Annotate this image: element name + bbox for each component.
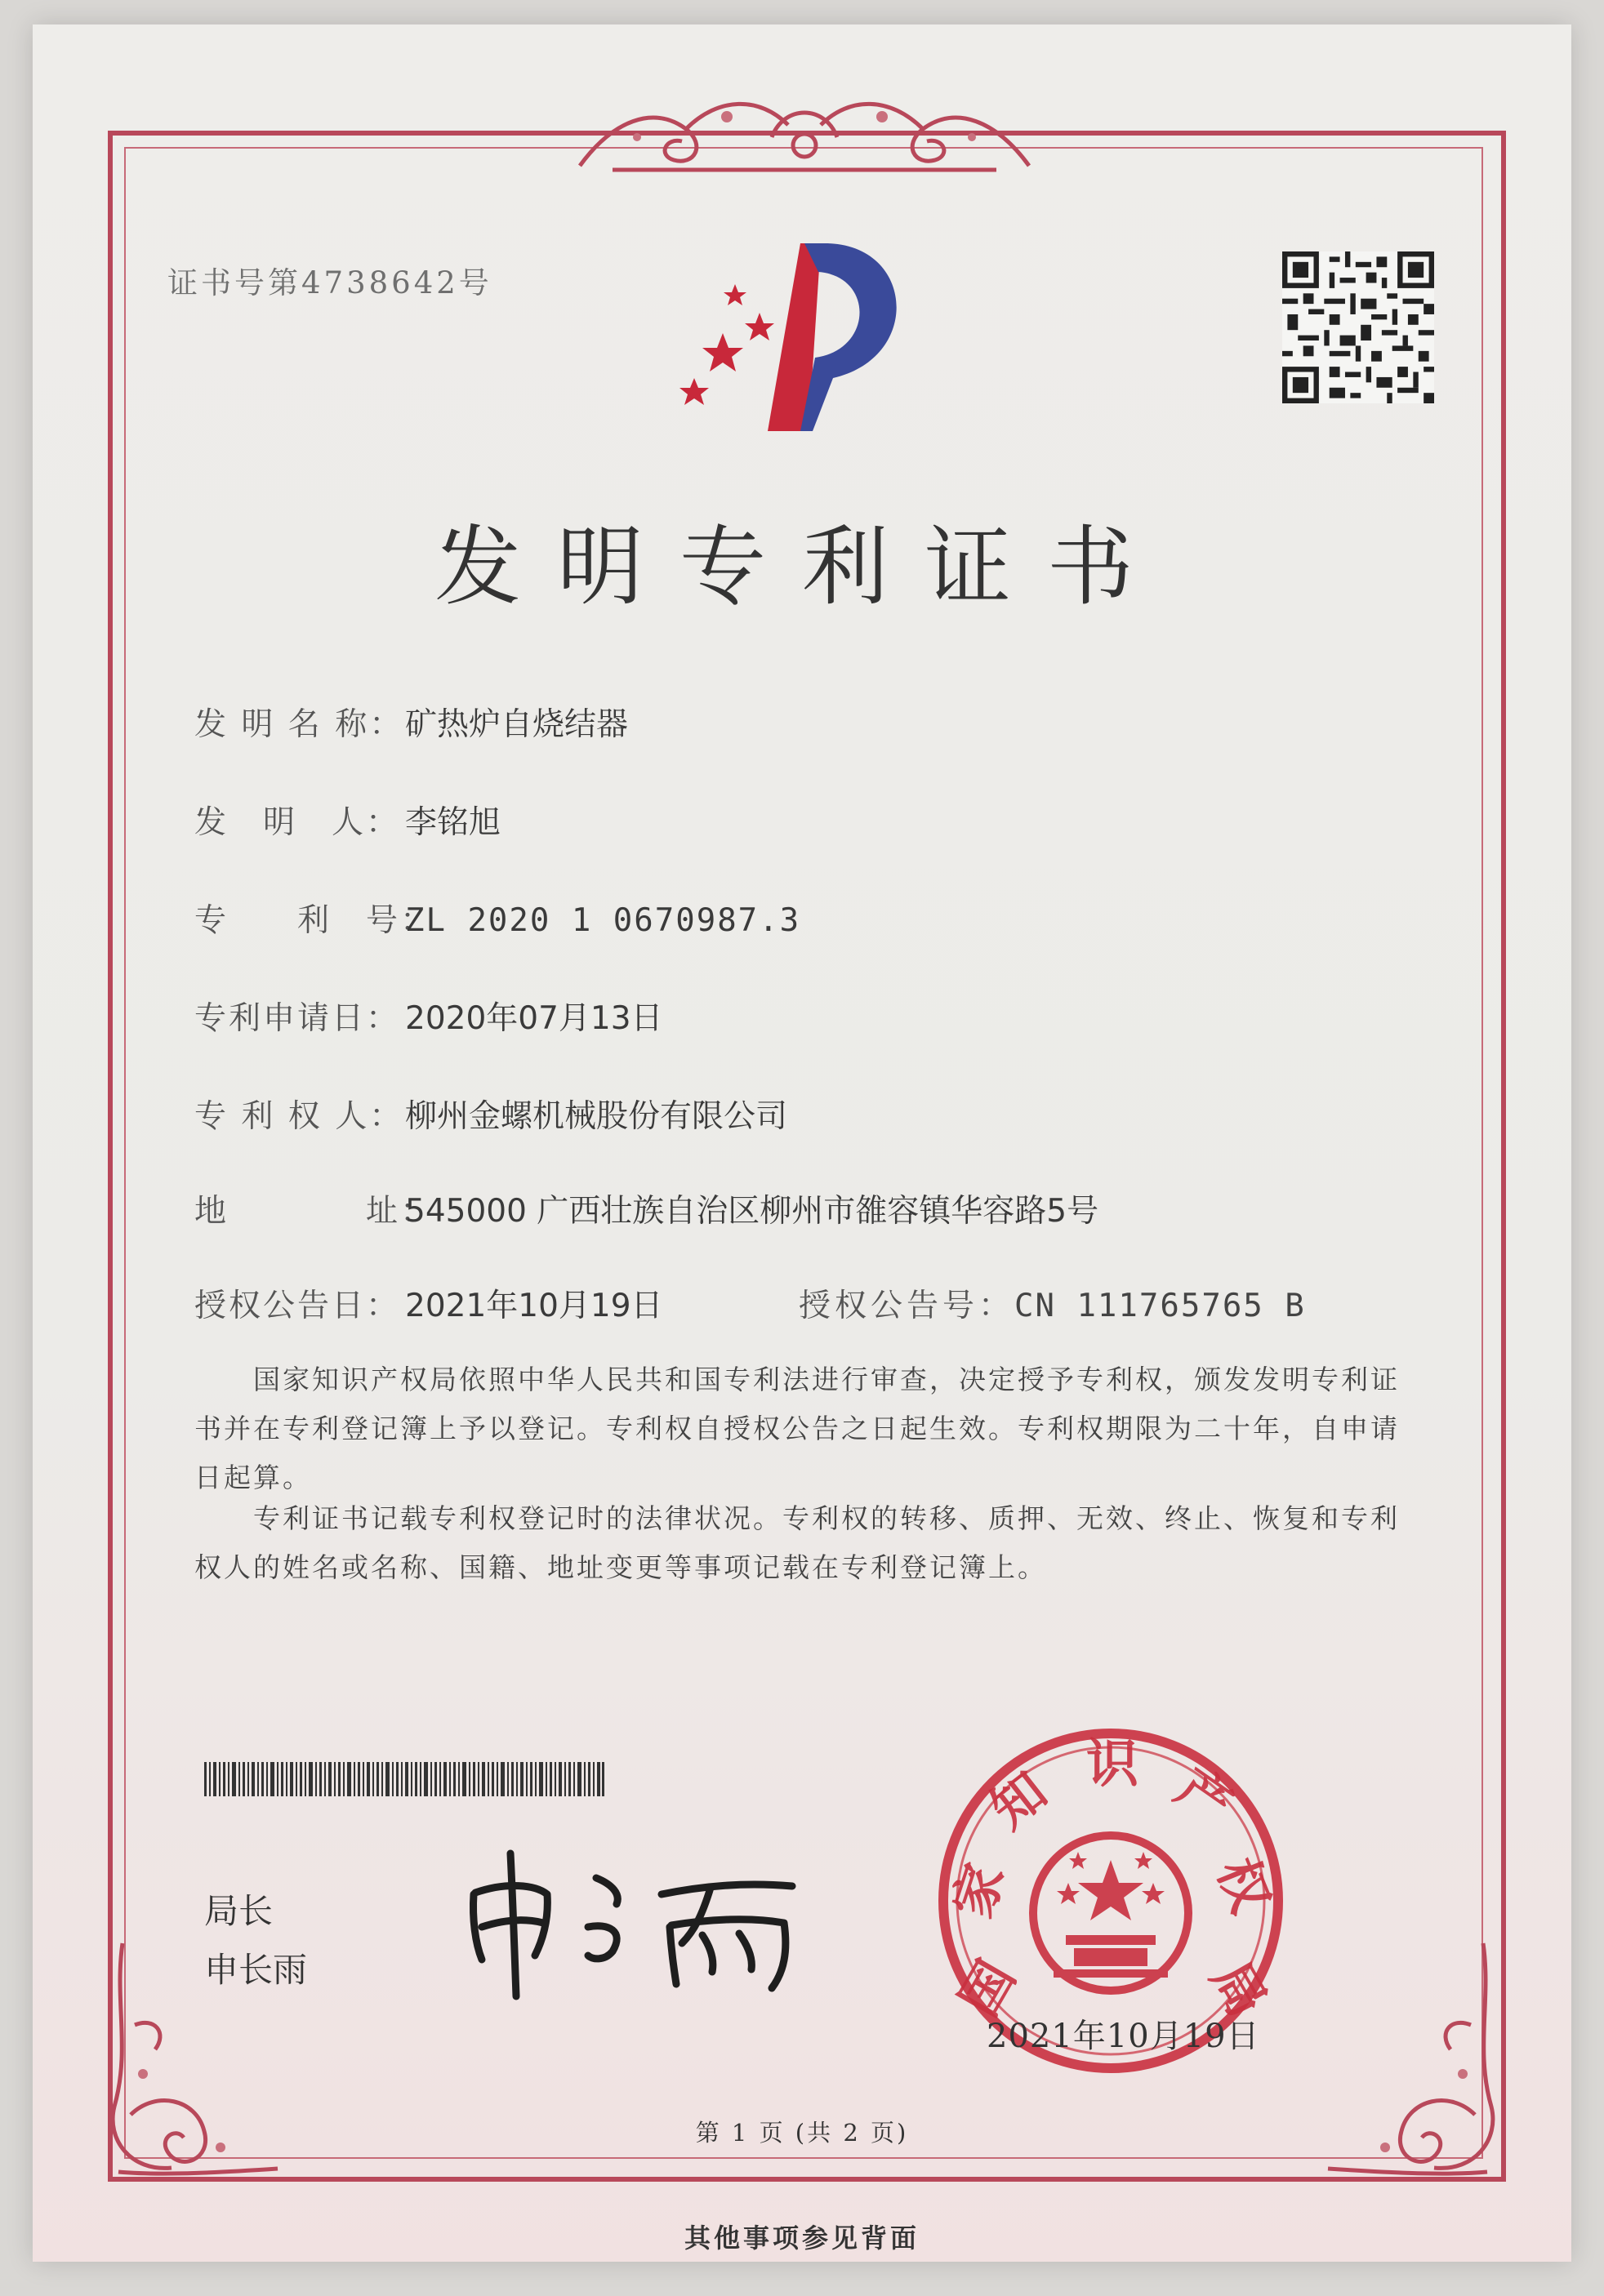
field-address: [194, 1186, 1098, 1231]
svg-text:识: 识: [1086, 1734, 1138, 1795]
qr-code-icon: [1282, 251, 1434, 403]
svg-text:家: 家: [942, 1856, 1017, 1925]
field-publication-number: [799, 1280, 1306, 1326]
field-patentee: [194, 1091, 787, 1137]
field-value: 2020年07月13日: [405, 1000, 663, 1037]
field-inventor: [194, 797, 501, 843]
field-value: 矿热炉自烧结器: [405, 706, 629, 743]
page-indicator: 第 1 页 (共 2 页): [695, 2119, 909, 2147]
barcode-icon: [204, 1762, 604, 1796]
national-emblem-icon: [1033, 1835, 1188, 1991]
field-value: CN 111765765 B: [1014, 1288, 1306, 1324]
field-grant-date: [194, 1280, 663, 1326]
field-invention-name: [194, 699, 628, 745]
field-value: 545000 广西壮族自治区柳州市雒容镇华容路5号: [405, 1193, 1099, 1230]
svg-text:局: 局: [1199, 1951, 1278, 2027]
field-label: 专 利 权 人：: [194, 1098, 404, 1135]
issue-date: 2021年10月19日: [987, 2018, 1260, 2055]
director-title: 局长: [204, 1891, 274, 1931]
top-ornament-icon: [564, 88, 1045, 178]
director-name: 申长雨: [204, 1950, 308, 1990]
field-label: 专 利 号：: [194, 902, 435, 939]
field-application-date: [194, 993, 663, 1039]
svg-text:产: 产: [1165, 1757, 1243, 1837]
field-value: 柳州金螺机械股份有限公司: [405, 1098, 788, 1135]
director-signature: [457, 1837, 817, 2000]
field-label: 授权公告号：: [799, 1288, 1015, 1324]
svg-text:国: 国: [949, 1951, 1028, 2027]
field-value: ZL 2020 1 0670987.3: [405, 902, 801, 939]
field-label: 专利申请日：: [194, 1000, 401, 1037]
field-value: 2021年10月19日: [405, 1288, 663, 1324]
field-patent-number: [194, 895, 800, 941]
field-label: 授权公告日：: [194, 1288, 401, 1324]
svg-text:知: 知: [980, 1760, 1059, 1841]
certificate-title: 发明专利证书: [434, 517, 1170, 617]
certificate-number: 证书号第4738642号: [167, 265, 492, 300]
field-label: 发 明 名 称：: [194, 706, 404, 743]
grant-statement-paragraph: 国家知识产权局依照中华人民共和国专利法进行审查，决定授予专利权，颁发发明专利证书并在专利登记簿上予以登记。专利权自授权公告之日起生效。专利权期限为二十年，自申请日起算。: [194, 1364, 1400, 1493]
legal-status-paragraph: 专利证书记载专利权登记时的法律状况。专利权的转移、质押、无效、终止、恢复和专利权人的姓名或名称、国籍、地址变更等事项记载在专利登记簿上。: [194, 1502, 1400, 1583]
cnipa-logo-icon: [678, 235, 923, 439]
svg-text:权: 权: [1205, 1849, 1281, 1922]
field-label: 地 址：: [194, 1193, 435, 1230]
field-label: 发 明 人：: [194, 804, 401, 841]
field-value: 李铭旭: [405, 804, 501, 841]
corner-ornament-icon: [1312, 1927, 1508, 2188]
back-side-note: 其他事项参见背面: [684, 2223, 920, 2254]
